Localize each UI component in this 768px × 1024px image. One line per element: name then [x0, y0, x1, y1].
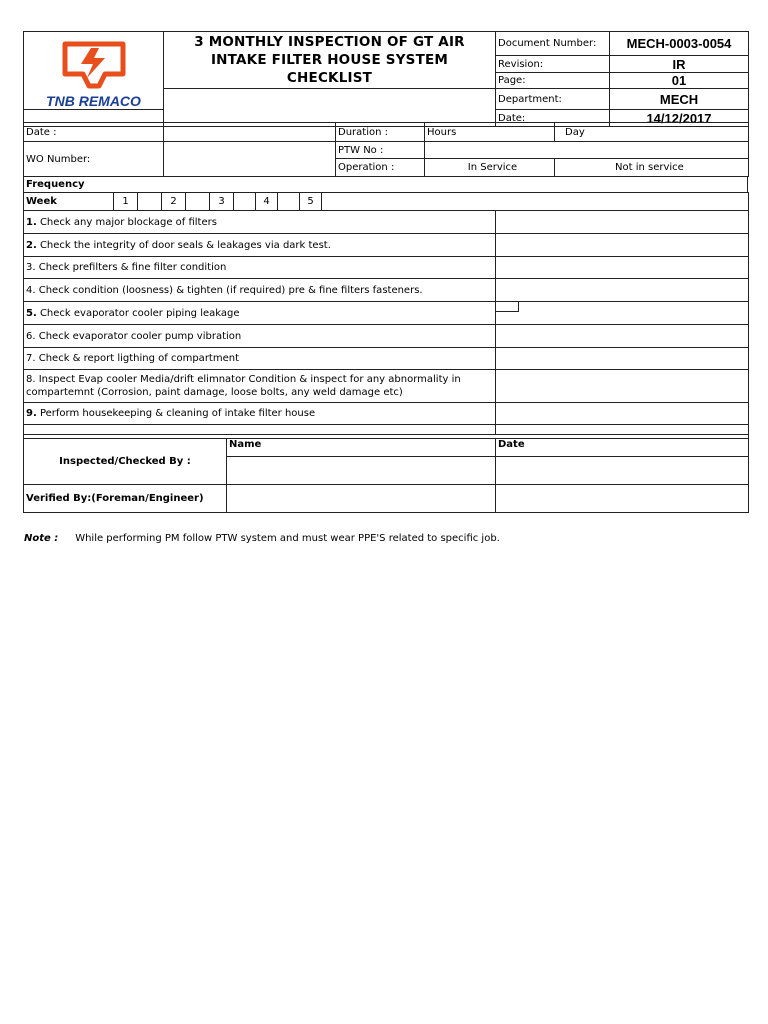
week-checkbox[interactable] — [138, 193, 162, 211]
tnb-lightning-logo-icon — [61, 40, 127, 92]
in-service-option[interactable]: In Service — [425, 159, 555, 177]
week-number: 4 — [256, 193, 278, 211]
logo-text: TNB REMACO — [46, 93, 141, 109]
inspected-by-label: Inspected/Checked By : — [24, 439, 227, 485]
task-item: 3. Check prefilters & fine filter condition — [24, 257, 496, 279]
inspected-name-input[interactable] — [227, 457, 496, 485]
note-label: Note : — [24, 533, 59, 544]
task-result-cell[interactable] — [496, 234, 749, 257]
task-result-cell[interactable] — [496, 257, 749, 279]
blank-row — [496, 425, 749, 435]
document-title: 3 MONTHLY INSPECTION OF GT AIR INTAKE FILTER HOUSE SYSTEM CHECKLIST — [164, 32, 496, 89]
note — [24, 533, 500, 544]
week-number: 3 — [210, 193, 234, 211]
note-text: While performing PM follow PTW system and must wear PPE'S related to specific job. — [75, 533, 500, 544]
verified-date-input[interactable] — [496, 485, 749, 513]
date-field-label: Date : — [24, 123, 164, 142]
selection-box — [496, 302, 520, 313]
task-item: 5. Check evaporator cooler piping leakage — [24, 302, 496, 325]
department-label: Department: — [496, 89, 610, 110]
week-number: 5 — [300, 193, 322, 211]
revision-value: IR — [610, 56, 749, 73]
task-result-cell[interactable] — [496, 403, 749, 425]
doc-number-value: MECH-0003-0054 — [610, 32, 749, 56]
page-value: 01 — [610, 73, 749, 89]
hours-label: Hours — [425, 123, 555, 142]
name-header: Name — [227, 439, 496, 457]
week-checkbox[interactable] — [322, 193, 749, 211]
date-field-input[interactable] — [164, 123, 336, 142]
task-item: 1. Check any major blockage of filters — [24, 211, 496, 234]
verified-name-input[interactable] — [227, 485, 496, 513]
week-checkbox[interactable] — [186, 193, 210, 211]
day-label: Day — [555, 123, 749, 142]
duration-label: Duration : — [336, 123, 425, 142]
week-number: 1 — [114, 193, 138, 211]
wo-number-label: WO Number: — [24, 142, 164, 177]
doc-number-label: Document Number: — [496, 32, 610, 56]
page-label: Page: — [496, 73, 610, 89]
task-result-cell[interactable] — [496, 302, 749, 325]
task-item: 4. Check condition (loosness) & tighten (if required) pre & fine filters fasteners. — [24, 279, 496, 302]
week-label: Week — [24, 193, 114, 211]
tasks-table — [23, 210, 749, 435]
week-checkbox[interactable] — [278, 193, 300, 211]
revision-label: Revision: — [496, 56, 610, 73]
signoff-table — [23, 434, 749, 513]
task-result-cell[interactable] — [496, 348, 749, 370]
task-item: 9. Perform housekeeping & cleaning of intake filter house — [24, 403, 496, 425]
week-table — [23, 192, 749, 211]
info-table — [23, 122, 749, 177]
date-value: 14/12/2017 — [610, 110, 749, 127]
blank-row — [24, 425, 496, 435]
date-label: Date: — [496, 110, 610, 127]
wo-number-input[interactable] — [164, 142, 336, 177]
frequency-table — [23, 176, 748, 193]
logo-cell — [24, 32, 164, 110]
not-in-service-option[interactable]: Not in service — [555, 159, 749, 177]
verified-by-label: Verified By:(Foreman/Engineer) — [24, 485, 227, 513]
task-result-cell[interactable] — [496, 279, 749, 302]
header-table — [23, 31, 749, 127]
title-blank-cell — [164, 89, 496, 127]
task-item: 2. Check the integrity of door seals & leakages via dark test. — [24, 234, 496, 257]
operation-label: Operation : — [336, 159, 425, 177]
week-number: 2 — [162, 193, 186, 211]
week-checkbox[interactable] — [234, 193, 256, 211]
task-item: 6. Check evaporator cooler pump vibration — [24, 325, 496, 348]
task-result-cell[interactable] — [496, 211, 749, 234]
task-item: 7. Check & report ligthing of compartment — [24, 348, 496, 370]
task-result-cell[interactable] — [496, 325, 749, 348]
task-result-cell[interactable] — [496, 370, 749, 403]
task-item: 8. Inspect Evap cooler Media/drift elimnator Condition & inspect for any abnormality in compartemnt (Corrosion, paint damage, loose bolts, any weld damage etc) — [24, 370, 496, 403]
date-header: Date — [496, 439, 749, 457]
department-value: MECH — [610, 89, 749, 110]
ptw-input[interactable] — [425, 142, 749, 159]
inspected-date-input[interactable] — [496, 457, 749, 485]
ptw-label: PTW No : — [336, 142, 425, 159]
frequency-label: Frequency — [24, 177, 748, 193]
